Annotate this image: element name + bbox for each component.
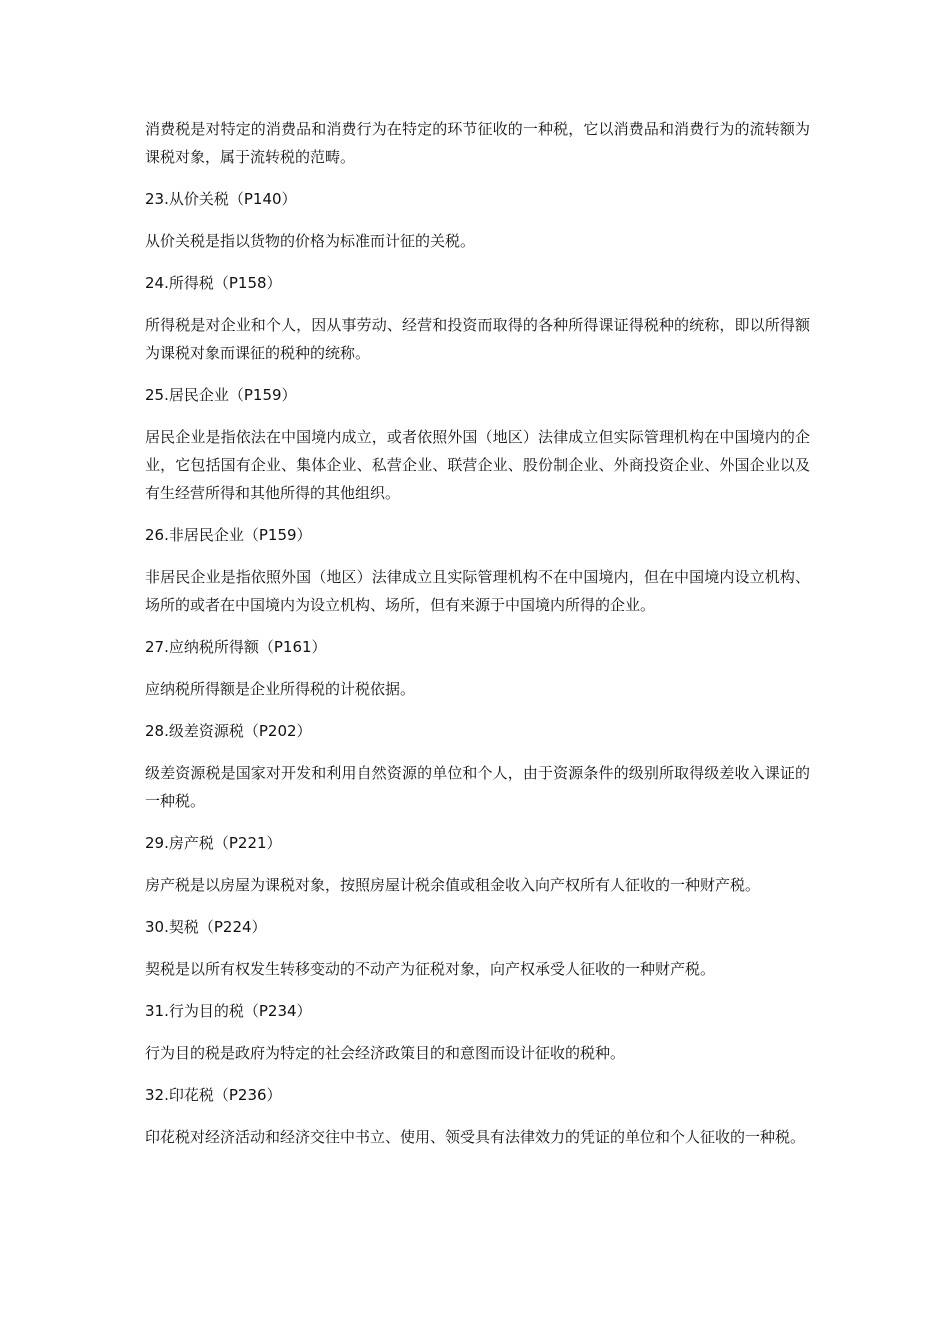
intro-paragraph: 消费税是对特定的消费品和消费行为在特定的环节征收的一种税，它以消费品和消费行为的流转额为课税对象，属于流转税的范畴。	[145, 120, 810, 166]
entry-body-24: 所得税是对企业和个人，因从事劳动、经营和投资而取得的各种所得课证得税种的统称，即以所得额为课税对象而课征的税种的统称。	[145, 316, 810, 362]
entry-body-23: 从价关税是指以货物的价格为标准而计征的关税。	[145, 232, 476, 250]
entry-heading-25: 25.居民企业（P159）	[145, 386, 297, 404]
entry-heading-24: 24.所得税（P158）	[145, 274, 282, 292]
entry-body-28: 级差资源税是国家对开发和利用自然资源的单位和个人，由于资源条件的级别所取得级差收入课证的一种税。	[145, 764, 810, 810]
entry-heading-32: 32.印花税（P236）	[145, 1086, 282, 1104]
entry-heading-28: 28.级差资源税（P202）	[145, 722, 312, 740]
entry-body-25: 居民企业是指依法在中国境内成立，或者依照外国（地区）法律成立但实际管理机构在中国境内的企业，它包括国有企业、集体企业、私营企业、联营企业、股份制企业、外商投资企业、外国企业以及有生经营所得和其他所得的其他组织。	[145, 428, 810, 502]
entry-body-27: 应纳税所得额是企业所得税的计税依据。	[145, 680, 416, 698]
entry-heading-26: 26.非居民企业（P159）	[145, 526, 312, 544]
entry-heading-31: 31.行为目的税（P234）	[145, 1002, 312, 1020]
entry-body-26: 非居民企业是指依照外国（地区）法律成立且实际管理机构不在中国境内，但在中国境内设立机构、场所的或者在中国境内为设立机构、场所，但有来源于中国境内所得的企业。	[145, 568, 810, 614]
document-page	[145, 115, 810, 1165]
entry-heading-29: 29.房产税（P221）	[145, 834, 282, 852]
entry-heading-27: 27.应纳税所得额（P161）	[145, 638, 327, 656]
entry-body-31: 行为目的税是政府为特定的社会经济政策目的和意图而设计征收的税种。	[145, 1044, 626, 1062]
entry-heading-23: 23.从价关税（P140）	[145, 190, 297, 208]
entry-body-30: 契税是以所有权发生转移变动的不动产为征税对象，向产权承受人征收的一种财产税。	[145, 960, 716, 978]
entry-heading-30: 30.契税（P224）	[145, 918, 267, 936]
entry-body-32: 印花税对经济活动和经济交往中书立、使用、领受具有法律效力的凭证的单位和个人征收的一种税。	[145, 1128, 806, 1146]
entry-body-29: 房产税是以房屋为课税对象，按照房屋计税余值或租金收入向产权所有人征收的一种财产税。	[145, 876, 761, 894]
